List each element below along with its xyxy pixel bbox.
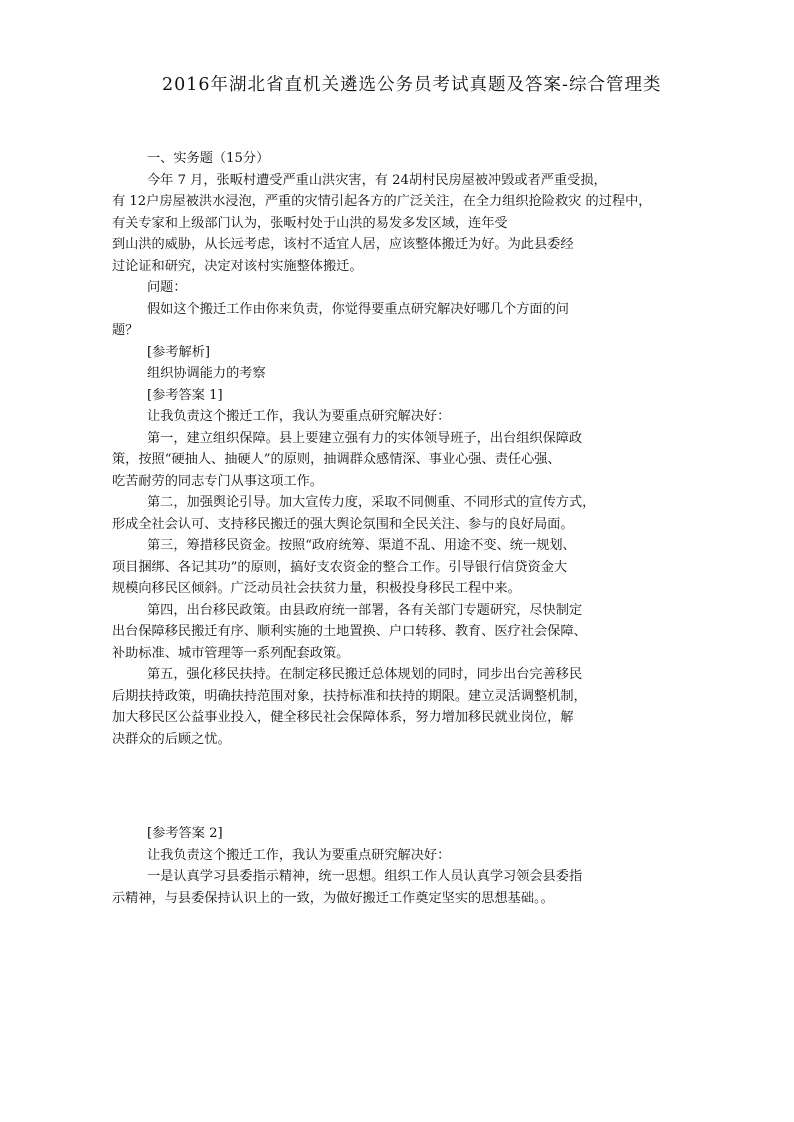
paragraph-line: 加大移民区公益事业投入，健全移民社会保障体系，努力增加移民就业岗位，解 [112, 710, 574, 725]
paragraph-line: 吃苦耐劳的同志专门从事这项工作。 [112, 473, 323, 489]
paragraph-line: 第三，筹措移民资金。按照“政府统筹、渠道不乱、用途不变、统一规划、 [147, 538, 576, 553]
answer2-label: [参考答案 2] [147, 826, 223, 841]
paragraph-line: 让我负责这个搬迁工作，我认为要重点研究解决好： [147, 409, 451, 424]
paragraph-line: 后期扶持政策，明确扶持范围对象，扶持标准和扶持的期限。建立灵活调整机制， [112, 688, 587, 704]
answer2-content [112, 845, 712, 910]
document-title: 2016年湖北省直机关遴选公务员考试真题及答案-综合管理类 [162, 75, 662, 95]
analysis-label: [参考解析] [147, 344, 211, 360]
case-line: 过论证和研究，决定对该村实施整体搬迁。 [112, 258, 363, 274]
paragraph-line: 第五，强化移民扶持。在制定移民搬迁总体规划的同时，同步出台完善移民 [147, 667, 583, 682]
question-line: 假如这个搬迁工作由你来负责，你觉得要重点研究解决好哪几个方面的问 [147, 301, 569, 317]
case-line: 今年 7 月，张畈村遭受严重山洪灾害，有 24胡村民房屋被冲毁或者严重受损， [147, 172, 607, 188]
case-line: 有关专家和上级部门认为，张畈村处于山洪的易发多发区域，连年受 [112, 215, 508, 231]
paragraph-line: 让我负责这个搬迁工作，我认为要重点研究解决好： [147, 847, 451, 863]
paragraph-line: 补助标准、城市管理等一系列配套政策。 [112, 645, 350, 661]
paragraph-line: 第二，加强舆论引导。加大宣传力度，采取不同侧重、不同形式的宣传方式， [147, 495, 596, 510]
case-line: 有 12户房屋被洪水浸泡，严重的灾情引起各方的广泛关注，在全力组织抢险救灾 的过程中， [112, 194, 652, 209]
paragraph-line: 出台保障移民搬迁有序、顺利实施的土地置换、户口转移、教育、医疗社会保障、 [112, 624, 587, 639]
analysis-text: 组织协调能力的考察 [147, 366, 266, 381]
paragraph-line: 项目捆绑、各记其功”的原则，搞好支农资金的整合工作。引导银行信贷资金大 [112, 559, 568, 575]
question-label: 问题： [147, 280, 187, 295]
paragraph-line: 形成全社会认可、支持移民搬迁的强大舆论氛围和全民关注、参与的良好局面。 [112, 516, 574, 532]
paragraph-line: 一是认真学习县委指示精神，统一思想。组织工作人员认真学习领会县委指 [147, 869, 583, 884]
paragraph-line: 第一，建立组织保障。县上要建立强有力的实体领导班子，出台组织保障政 [147, 430, 583, 446]
answer1-label: [参考答案 1] [147, 387, 223, 403]
paragraph-line: 策，按照“硬抽人、抽硬人”的原则，抽调群众感情深、事业心强、责任心强、 [112, 452, 561, 467]
paragraph-line: 规模向移民区倾斜。广泛动员社会扶贫力量，积极投身移民工程中来。 [112, 581, 521, 596]
answer1-content [112, 406, 712, 750]
question-line: 题？ [112, 323, 139, 338]
section-heading: 一、实务题（15分） [147, 151, 270, 166]
spacer [112, 750, 712, 823]
case-line: 到山洪的威胁，从长远考虑，该村不适宜人居，应该整体搬迁为好。为此县委经 [112, 237, 574, 252]
paragraph-line: 示精神，与县委保持认识上的一致，为做好搬迁工作奠定坚实的思想基础。。 [112, 890, 554, 906]
paragraph-line: 决群众的后顾之忧。 [112, 731, 231, 747]
document-body [112, 148, 712, 909]
paragraph-line: 第四，出台移民政策。由县政府统一部署，各有关部门专题研究，尽快制定 [147, 602, 583, 618]
